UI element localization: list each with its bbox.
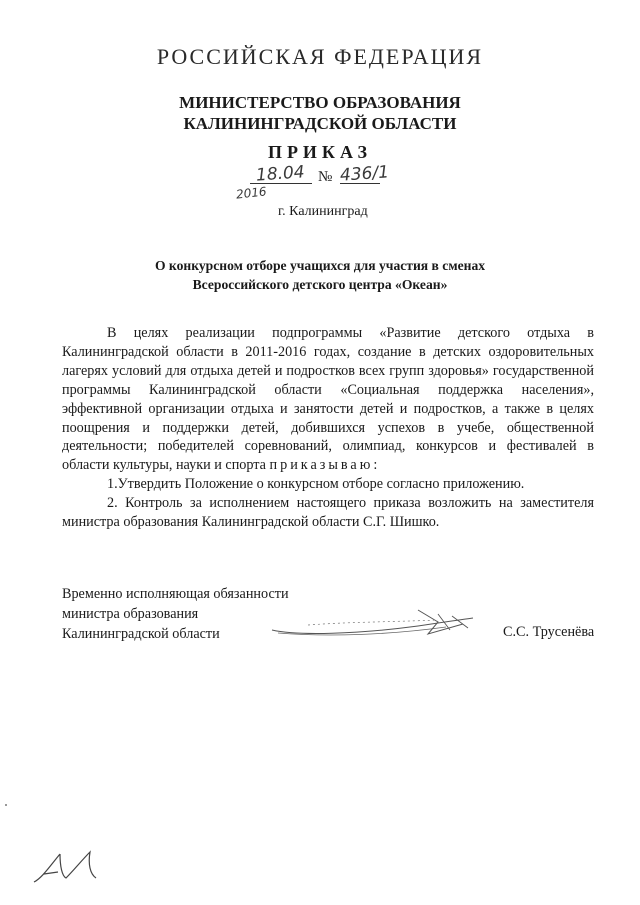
order-word: приказываю: [269,457,381,474]
preamble-paragraph [62,324,594,475]
handwritten-initials [30,848,110,888]
handwritten-number: 436/1 [339,162,390,186]
order-item-1: 1.Утвердить Положение о конкурсном отборе согласно приложению. [107,476,525,493]
document-type: ПРИКАЗ [267,142,373,162]
handwritten-date: 18.04 [255,162,306,186]
order-item-2: 2. Контроль за исполнением настоящего приказа возложить на заместителя министра образования Калининградской области С.Г. Шишко. [62,495,594,531]
city-label: г. Калининград [278,204,368,219]
number-sign: № [318,169,333,185]
ministry-line-2: КАЛИНИНГРАДСКОЙ ОБЛАСТИ [183,114,457,133]
preamble-text: В целях реализации подпрограммы «Развитие детского отдыха в Калининградской области в 2011-2016 годах, создание в детских оздоровительных лагерях условий для отдыха детей и подростков всех групп здоровья» государственной программы Калининградской области «Социальная поддержка населения», эффективной организации отдыха и занятости детей и подростков, а также в целях поощрения и поддержки детей, добившихся успехов в учебе, общественной деятельности; победителей соревнований, олимпиад, конкурсов и фестивалей в области культуры, науки и спорта [62,325,594,474]
signer-title-line-1: Временно исполняющая обязанности [62,586,289,602]
subject-line-1: О конкурсном отборе учащихся для участия в сменах [154,258,486,273]
subject-line-2: Всероссийского детского центра «Океан» [192,277,448,292]
date-underline [250,183,312,184]
ministry-line-1: МИНИСТЕРСТВО ОБРАЗОВАНИЯ [179,93,461,112]
handwritten-year: 2016 [235,184,268,202]
signer-name: С.С. Трусенёва [503,624,595,640]
order-body [62,324,594,532]
order-subject [0,256,640,294]
signer-title-line-2: министра образования [62,606,199,622]
handwritten-signature [268,600,478,648]
signature-block [62,584,289,644]
number-underline [340,183,380,184]
signer-title-line-3: Калининградской области [62,626,220,642]
scan-speck [5,804,7,806]
country-heading: РОССИЙСКАЯ ФЕДЕРАЦИЯ [156,44,484,69]
ministry-heading [0,92,640,134]
